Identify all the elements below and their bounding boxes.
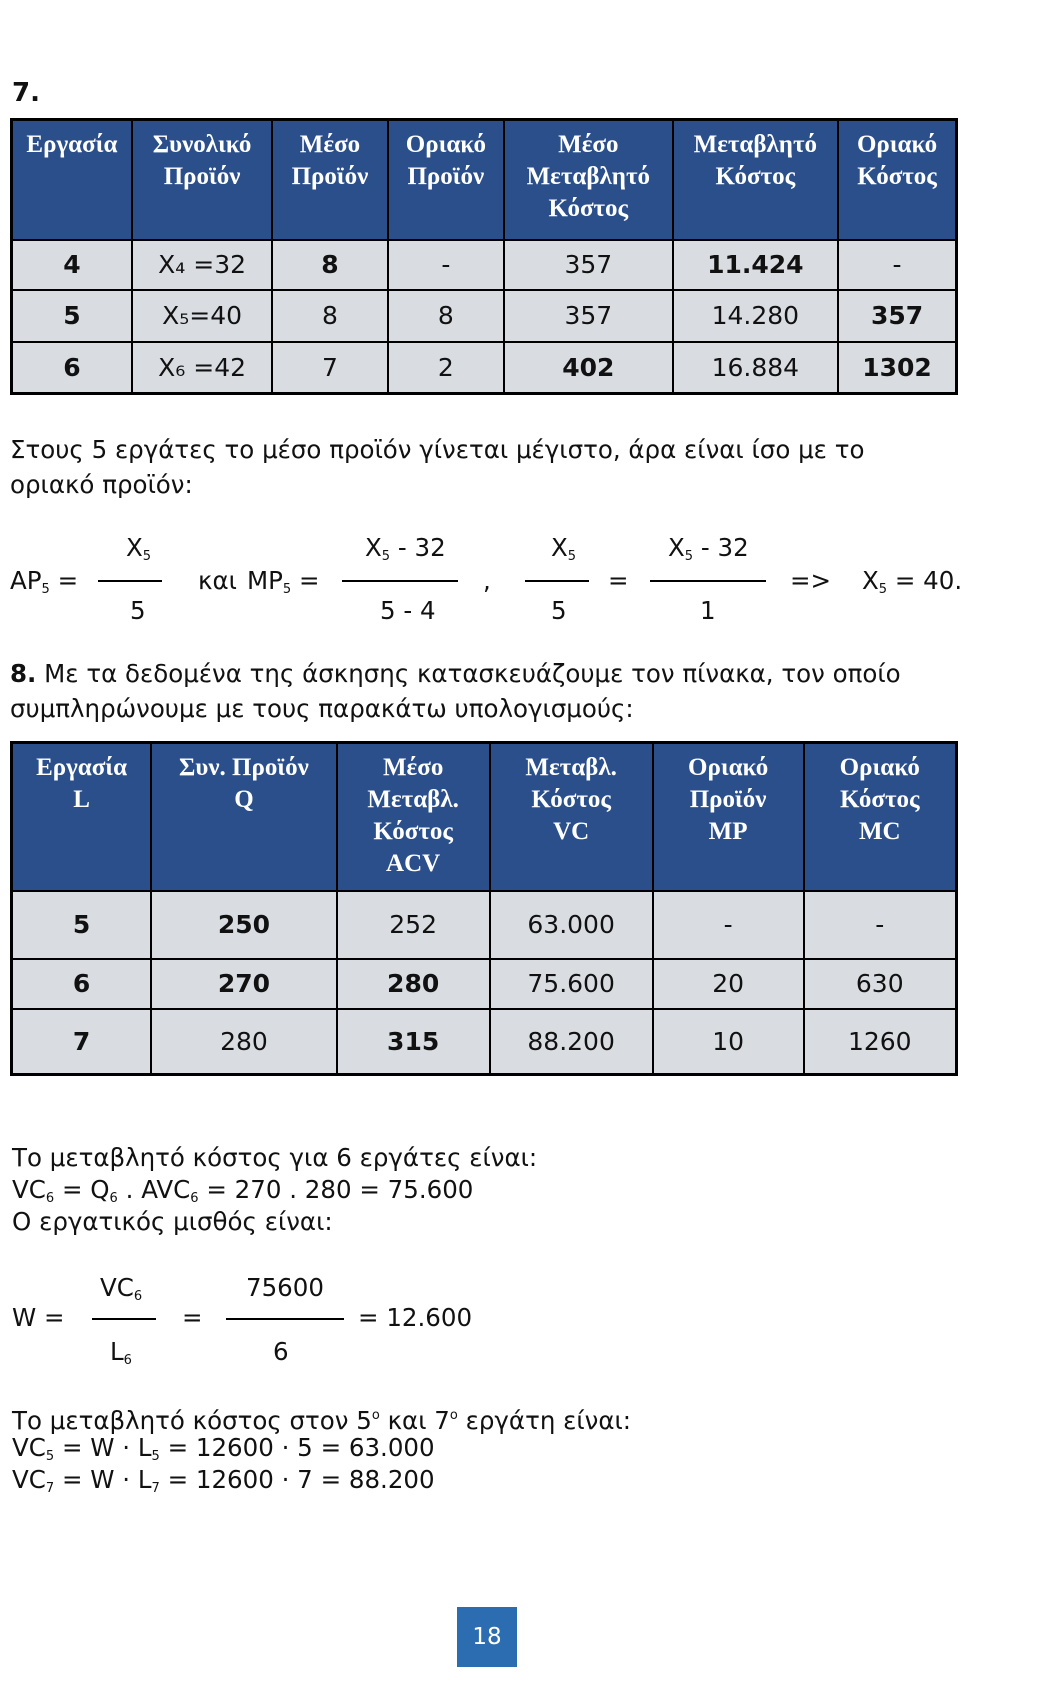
table-cell: 630: [804, 959, 957, 1009]
wage-fraction-2-numerator: 75600: [246, 1273, 324, 1302]
table-cell: 63.000: [490, 891, 653, 959]
table-cell: 1260: [804, 1009, 957, 1075]
table-cell: -: [804, 891, 957, 959]
vc5-equation: $VC_5 = W \cdot L_5 = 12600 \cdot 5 = 63.000$: [12, 1433, 435, 1464]
column-header: [388, 120, 504, 240]
fraction-1-numerator: $X_5$: [126, 533, 152, 564]
table-cell: 6: [12, 342, 132, 394]
column-header-line: Μέσο: [299, 131, 361, 158]
column-header-line: Κόστος: [857, 163, 937, 190]
wage-fraction-1-bar: [92, 1318, 156, 1320]
fraction-1-bar: [98, 580, 162, 582]
column-header-line: Προϊόν: [689, 786, 767, 813]
fraction-1-denominator: 5: [130, 596, 146, 625]
formula-result: $X_5 = 40$.: [862, 566, 963, 597]
table-cell: 14.280: [673, 290, 839, 342]
column-header-line: Κόστος: [373, 818, 453, 845]
table-cell: 402: [504, 342, 673, 394]
column-header-line: Μεταβλητό: [526, 163, 651, 190]
column-header-line: Εργασία: [26, 131, 118, 158]
table-row: [12, 342, 957, 394]
column-header-line: Μεταβλ.: [525, 754, 617, 781]
fraction-2-denominator: 5 - 4: [380, 596, 436, 625]
column-header: [272, 120, 387, 240]
table-cell: 357: [504, 290, 673, 342]
text-vc-5-7: Το μεταβλητό κόστος στον $5^o$ και $7^o$ εργάτη είναι:: [12, 1406, 632, 1435]
exercise-8-intro: [10, 656, 955, 726]
vc6-equation: $VC_6 = Q_6$ . $AVC_6 = 270$ . 280 = 75.600: [12, 1175, 474, 1206]
comma: ,: [483, 566, 491, 595]
column-header-line: Κόστος: [715, 163, 796, 190]
column-header-line: Εργασία: [36, 754, 128, 781]
table-cell: 16.884: [673, 342, 839, 394]
table-cell: X₅=40: [132, 290, 272, 342]
wage-result: = 12.600: [358, 1303, 473, 1332]
column-header-line: Μέσο: [382, 754, 444, 781]
table-row: [12, 959, 957, 1009]
column-header-line: Συνολικό: [152, 131, 252, 158]
ap-label: $AP_5$ =: [10, 566, 79, 597]
column-header: [151, 743, 337, 891]
table-cell: 1302: [838, 342, 956, 394]
table-cell: 2: [388, 342, 504, 394]
table-cell: 357: [838, 290, 956, 342]
fraction-2-bar: [342, 580, 458, 582]
table-cell: 7: [272, 342, 387, 394]
column-header-line: VC: [553, 818, 590, 845]
table-cell: 10: [653, 1009, 804, 1075]
column-header-line: Προϊόν: [291, 163, 369, 190]
table-row: [12, 891, 957, 959]
column-header: [838, 120, 956, 240]
column-header-line: Οριακό: [839, 754, 920, 781]
vc7-equation: $VC_7 = W \cdot L_7 = 12600 \cdot 7 = 88.200$: [12, 1465, 435, 1496]
column-header: [804, 743, 957, 891]
table-cell: 280: [151, 1009, 337, 1075]
column-header: [12, 120, 132, 240]
table-cell: 280: [337, 959, 490, 1009]
table-cell: 8: [272, 240, 387, 290]
column-header-line: Συν. Προϊόν: [179, 754, 309, 781]
fraction-4-numerator: $X_5 - 32$: [668, 533, 749, 564]
table-cell: 6: [12, 959, 152, 1009]
column-header-line: MP: [708, 818, 748, 845]
column-header-line: Οριακό: [688, 754, 769, 781]
fraction-3-bar: [525, 580, 589, 582]
fraction-4-denominator: 1: [700, 596, 716, 625]
exercise-8-number: 8.: [10, 659, 37, 688]
table-cell: 5: [12, 891, 152, 959]
table-cell: 4: [12, 240, 132, 290]
table-cell: 88.200: [490, 1009, 653, 1075]
table-cell: 8: [388, 290, 504, 342]
exercise-7-table: [10, 118, 958, 395]
column-header: [490, 743, 653, 891]
table-cell: 20: [653, 959, 804, 1009]
fraction-3-numerator: $X_5$: [551, 533, 577, 564]
text-wage: Ο εργατικός μισθός είναι:: [12, 1207, 333, 1236]
wage-label: W =: [12, 1303, 65, 1332]
table-cell: 252: [337, 891, 490, 959]
column-header-line: MC: [858, 818, 901, 845]
column-header-line: Κόστος: [839, 786, 920, 813]
column-header: [132, 120, 272, 240]
table-cell: 315: [337, 1009, 490, 1075]
wage-equals: =: [182, 1303, 203, 1332]
column-header: [504, 120, 673, 240]
column-header: [673, 120, 839, 240]
table-cell: -: [653, 891, 804, 959]
table-cell: 357: [504, 240, 673, 290]
fraction-3-denominator: 5: [551, 596, 567, 625]
column-header: [337, 743, 490, 891]
table-cell: 11.424: [673, 240, 839, 290]
table-cell: -: [838, 240, 956, 290]
equals-sign: =: [608, 566, 629, 595]
kai-text: και: [198, 566, 237, 595]
table-cell: 250: [151, 891, 337, 959]
column-header: [653, 743, 804, 891]
text-vc-6-workers: Το μεταβλητό κόστος για 6 εργάτες είναι:: [12, 1143, 538, 1172]
table-cell: X₄ =32: [132, 240, 272, 290]
wage-fraction-2-bar: [226, 1318, 344, 1320]
column-header-line: Μεταβλητό: [693, 131, 818, 158]
table-row: [12, 240, 957, 290]
mp-label: $MP_5$ =: [247, 566, 320, 597]
table-cell: 75.600: [490, 959, 653, 1009]
column-header-line: Κόστος: [531, 786, 611, 813]
wage-fraction-2-denominator: 6: [273, 1337, 289, 1366]
implies-arrow: =>: [790, 566, 832, 595]
table-cell: X₆ =42: [132, 342, 272, 394]
wage-fraction-1-denominator: $L_6$: [110, 1337, 132, 1368]
table-cell: 270: [151, 959, 337, 1009]
column-header-line: L: [73, 786, 90, 813]
exercise-7-paragraph: Στους 5 εργάτες το μέσο προϊόν γίνεται μέγιστο, άρα είναι ίσο με το οριακό προϊόν:: [10, 435, 865, 499]
column-header-line: Προϊόν: [163, 163, 241, 190]
exercise-8-intro-text: Με τα δεδομένα της άσκησης κατασκευάζουμε τον πίνακα, τον οποίο συμπληρώνουμε με τους παρακάτω υπολογισμούς:: [10, 659, 901, 723]
table-row: [12, 1009, 957, 1075]
column-header-line: Προϊόν: [407, 163, 485, 190]
exercise-7-number: 7.: [12, 78, 40, 108]
column-header-line: ACV: [386, 850, 441, 877]
table-cell: 5: [12, 290, 132, 342]
wage-fraction-1-numerator: $VC_6$: [100, 1273, 143, 1304]
column-header-line: Q: [234, 786, 254, 813]
column-header-line: Οριακό: [856, 131, 938, 158]
table-cell: 8: [272, 290, 387, 342]
column-header-line: Οριακό: [405, 131, 486, 158]
column-header-line: Μέσο: [558, 131, 619, 158]
table-cell: -: [388, 240, 504, 290]
table-row: [12, 290, 957, 342]
column-header-line: Μεταβλ.: [367, 786, 459, 813]
exercise-8-table: [10, 741, 958, 1076]
page-number: 18: [457, 1607, 517, 1667]
column-header-line: Κόστος: [548, 195, 629, 222]
column-header: [12, 743, 152, 891]
table-cell: 7: [12, 1009, 152, 1075]
fraction-4-bar: [650, 580, 766, 582]
fraction-2-numerator: $X_5 - 32$: [365, 533, 446, 564]
